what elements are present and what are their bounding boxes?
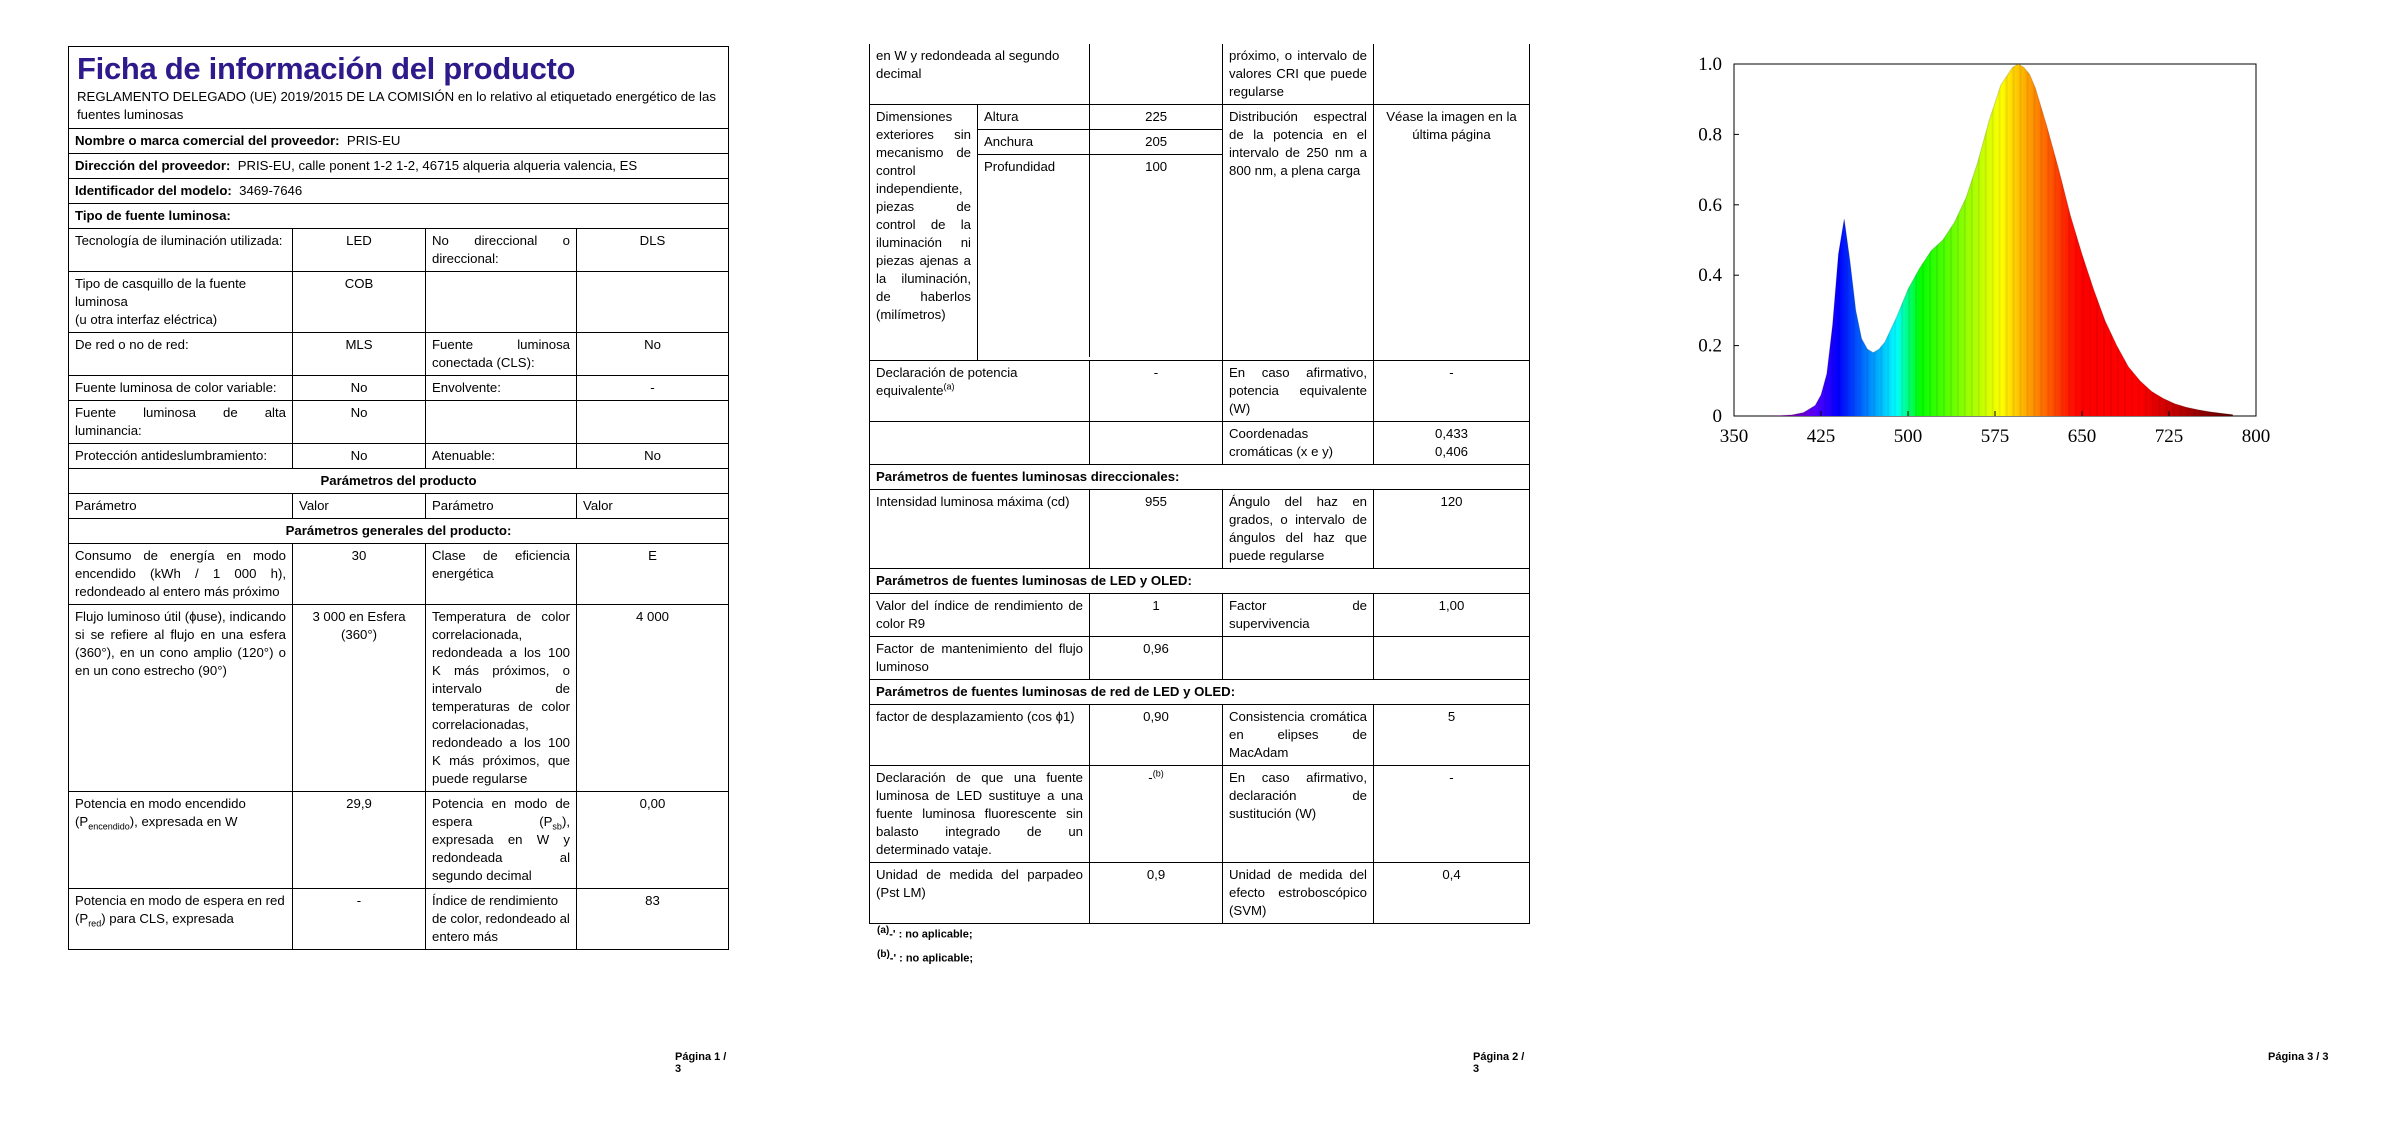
cap-type-sublabel: (u otra interfaz eléctrica) <box>75 312 218 327</box>
cap-type-label: Tipo de casquillo de la fuente luminosa <box>75 276 247 309</box>
page-title: Ficha de información del producto <box>77 51 576 86</box>
model-id-value: 3469-7646 <box>239 183 303 198</box>
supplier-name-label: Nombre o marca comercial del proveedor: <box>75 133 340 148</box>
value-cell: 4 000 <box>577 605 729 792</box>
value-cell <box>1090 422 1223 465</box>
value-cell: 0,9 <box>1090 863 1223 924</box>
value-cell: 5 <box>1374 705 1530 766</box>
param-cell: Intensidad luminosa máxima (cd) <box>870 490 1090 569</box>
param-cell: Consumo de energía en modo encendido (kWh / 1 000 h), redondeado al entero más próximo <box>69 544 293 605</box>
power-on-label-end: ), expresada en W <box>129 814 238 829</box>
value-cell <box>1090 766 1223 863</box>
value-cell: COB <box>293 272 426 333</box>
y-tick-label: 0.8 <box>1698 124 1722 146</box>
table-row <box>978 105 1222 130</box>
column-header: Parámetro <box>426 494 577 519</box>
x-tick-label: 425 <box>1806 426 1836 447</box>
dimensions-label: Dimensiones exteriores sin mecanismo de control independiente, piezas de control de la iluminación ni piezas ajenas a la iluminación, de haberlos (milímetros) <box>870 105 978 361</box>
network-standby-label-end: ) para CLS, expresada <box>101 911 234 926</box>
x-tick-label: 800 <box>2241 426 2271 447</box>
param-cell: Coordenadas cromáticas (x e y) <box>1223 422 1374 465</box>
x-tick-label: 575 <box>1980 426 2010 447</box>
value-cell: 0,96 <box>1090 637 1223 680</box>
x-tick-label: 350 <box>1719 426 1749 447</box>
x-tick-label: 725 <box>2154 426 2184 447</box>
supplier-address-label: Dirección del proveedor: <box>75 158 231 173</box>
param-cell: Consistencia cromática en elipses de MacAdam <box>1223 705 1374 766</box>
dimensions-cell <box>978 105 1223 361</box>
page-number: Página 1 / 3 <box>675 1051 727 1075</box>
page-number: Página 3 / 3 <box>2268 1051 2329 1063</box>
param-cell: Tecnología de iluminación utilizada: <box>69 229 293 272</box>
table-row <box>69 229 729 272</box>
page-number: Página 2 / 3 <box>1473 1051 1525 1075</box>
supplier-address-value: PRIS-EU, calle ponent 1-2 1-2, 46715 alqueria alqueria valencia, ES <box>237 158 638 173</box>
table-row <box>870 422 1530 465</box>
value-cell <box>577 401 729 444</box>
param-cell: Ángulo del haz en grados, o intervalo de ángulos del haz que puede regularse <box>1223 490 1374 569</box>
table-row <box>69 544 729 605</box>
y-tick-label: 1.0 <box>1698 54 1722 75</box>
y-tick-label: 0 <box>1712 406 1722 427</box>
network-standby-subscript: red <box>88 918 102 929</box>
param-cell: Protección antideslumbramiento: <box>69 444 293 469</box>
general-params-header: Parámetros generales del producto: <box>69 519 729 544</box>
table-row <box>870 766 1530 863</box>
regulation-text: REGLAMENTO DELEGADO (UE) 2019/2015 DE LA COMISIÓN en lo relativo al etiquetado energético de las fuentes luminosas <box>77 89 716 122</box>
replacement-value: - <box>1148 770 1153 785</box>
footnote-marker: (a) <box>877 925 890 936</box>
value-cell: 0,90 <box>1090 705 1223 766</box>
supplier-address-row <box>69 154 729 179</box>
value-cell: No <box>293 376 426 401</box>
supplier-name-row <box>69 129 729 154</box>
value-cell: No <box>577 444 729 469</box>
standby-label: Potencia en modo de espera (P <box>432 796 570 829</box>
table-row <box>870 105 1530 361</box>
param-cell: Fuente luminosa conectada (CLS): <box>426 333 577 376</box>
continued-cell: próximo, o intervalo de valores CRI que puede regularse <box>1223 44 1374 105</box>
param-cell: Temperatura de color correlacionada, redondeada a los 100 K más próximos, o intervalo de temperaturas de color correlacionadas, redondeado a los 100 K más próximos, que puede regularse <box>426 605 577 792</box>
value-cell: - <box>1090 361 1223 422</box>
power-on-label: Potencia en modo encendido (P <box>75 796 246 829</box>
table-row <box>870 361 1530 422</box>
value-cell <box>1374 422 1530 465</box>
table-row <box>978 130 1222 155</box>
spectrum-area <box>1680 40 2340 460</box>
continued-cell: en W y redondeada al segundo decimal <box>870 44 1090 105</box>
dimension-value: 100 <box>1090 155 1222 357</box>
dimension-value: 205 <box>1090 130 1222 155</box>
param-cell: Factor de supervivencia <box>1223 594 1374 637</box>
param-cell: Envolvente: <box>426 376 577 401</box>
dimension-value: 225 <box>1090 105 1222 130</box>
param-cell <box>426 792 577 889</box>
x-tick-label: 500 <box>1893 426 1923 447</box>
chroma-y: 0,406 <box>1434 444 1468 459</box>
footnote-b <box>877 945 973 969</box>
param-cell: En caso afirmativo, potencia equivalente (W) <box>1223 361 1374 422</box>
table-row <box>870 44 1530 105</box>
table-row <box>69 889 729 950</box>
directional-header: Parámetros de fuentes luminosas direccionales: <box>870 465 1530 490</box>
product-params-header: Parámetros del producto <box>69 469 729 494</box>
table-row <box>870 594 1530 637</box>
table-row <box>978 155 1222 357</box>
page-clip <box>68 1044 728 1123</box>
param-cell: En caso afirmativo, declaración de sustitución (W) <box>1223 766 1374 863</box>
standby-subscript: sb <box>552 821 562 832</box>
value-cell: No <box>293 444 426 469</box>
dimension-name: Profundidad <box>978 155 1090 357</box>
param-cell <box>426 272 577 333</box>
param-cell: Factor de mantenimiento del flujo luminoso <box>870 637 1090 680</box>
value-cell <box>1374 44 1530 105</box>
led-header: Parámetros de fuentes luminosas de LED y OLED: <box>870 569 1530 594</box>
value-cell: 29,9 <box>293 792 426 889</box>
value-cell: E <box>577 544 729 605</box>
value-cell: 0,4 <box>1374 863 1530 924</box>
param-cell: Clase de eficiencia energética <box>426 544 577 605</box>
value-cell: No <box>577 333 729 376</box>
param-cell: De red o no de red: <box>69 333 293 376</box>
mains-led-header: Parámetros de fuentes luminosas de red de LED y OLED: <box>870 680 1530 705</box>
table-row <box>69 272 729 333</box>
y-tick-label: 0.4 <box>1698 265 1722 287</box>
table-row <box>69 444 729 469</box>
value-cell: DLS <box>577 229 729 272</box>
footnote-marker: (b) <box>877 948 890 960</box>
table-row <box>69 401 729 444</box>
footnote-a <box>877 921 973 945</box>
footnote-marker: (a) <box>943 381 955 392</box>
column-header-row <box>69 494 729 519</box>
table-row <box>69 333 729 376</box>
param-cell: Fuente luminosa de color variable: <box>69 376 293 401</box>
footnote-marker: (b) <box>1152 768 1164 779</box>
param-cell: Unidad de medida del efecto estroboscópico (SVM) <box>1223 863 1374 924</box>
spectrum-area-group <box>1680 40 2340 460</box>
footnote-text: -' : no aplicable; <box>889 952 974 965</box>
param-cell: Valor del índice de rendimiento de color R9 <box>870 594 1090 637</box>
param-cell: Unidad de medida del parpadeo (Pst LM) <box>870 863 1090 924</box>
y-tick-label: 0.6 <box>1698 194 1722 216</box>
value-cell: 1 <box>1090 594 1223 637</box>
param-cell: Fuente luminosa de alta luminancia: <box>69 401 293 444</box>
dimension-name: Anchura <box>978 130 1090 155</box>
value-cell <box>1374 637 1530 680</box>
supplier-name-value: PRIS-EU <box>346 133 401 148</box>
value-cell: 1,00 <box>1374 594 1530 637</box>
param-cell: factor de desplazamiento (cos ɸ1) <box>870 705 1090 766</box>
page-3 <box>1660 0 2340 1123</box>
spectral-value: Véase la imagen en la última página <box>1374 105 1530 361</box>
x-tick-label: 650 <box>2067 426 2097 447</box>
title-cell <box>69 47 729 129</box>
param-cell: Índice de rendimiento de color, redondeado al entero más <box>426 889 577 950</box>
chroma-x: 0,433 <box>1434 426 1468 441</box>
table-row <box>69 605 729 792</box>
value-cell: No <box>293 401 426 444</box>
product-info-table-page-1 <box>68 46 729 950</box>
light-source-type-label: Tipo de fuente luminosa: <box>69 204 729 229</box>
param-cell <box>1223 637 1374 680</box>
dimensions-table <box>978 105 1222 357</box>
value-cell: - <box>293 889 426 950</box>
table-row <box>69 792 729 889</box>
value-cell: LED <box>293 229 426 272</box>
value-cell: 120 <box>1374 490 1530 569</box>
dimension-name: Altura <box>978 105 1090 130</box>
spectral-label: Distribución espectral de la potencia en el intervalo de 250 nm a 800 nm, a plena carga <box>1223 105 1374 361</box>
param-cell <box>426 401 577 444</box>
model-id-row <box>69 179 729 204</box>
standby-label-end: ), expresada en W y redondeada al segundo decimal <box>432 814 570 883</box>
table-row <box>870 637 1530 680</box>
page-1 <box>68 0 728 1123</box>
value-cell: - <box>1374 361 1530 422</box>
param-cell <box>870 422 1090 465</box>
value-cell: 3 000 en Esfera (360°) <box>293 605 426 792</box>
table-row <box>870 863 1530 924</box>
column-header: Parámetro <box>69 494 293 519</box>
param-cell: Flujo luminoso útil (ɸuse), indicando si se refiere al flujo en una esfera (360°), en un cono amplio (120°) o en un cono estrecho (90°) <box>69 605 293 792</box>
value-cell: - <box>577 376 729 401</box>
param-cell: Atenuable: <box>426 444 577 469</box>
table-row <box>69 376 729 401</box>
value-cell <box>1090 44 1223 105</box>
value-cell: 83 <box>577 889 729 950</box>
param-cell <box>69 272 293 333</box>
value-cell: 955 <box>1090 490 1223 569</box>
network-standby-label: Potencia en modo de espera en red (P <box>75 893 285 926</box>
page-2 <box>869 0 1529 1123</box>
value-cell: - <box>1374 766 1530 863</box>
param-cell <box>69 792 293 889</box>
param-cell: Declaración de que una fuente luminosa de LED sustituye a una fuente luminosa fluorescente sin balasto integrado de un determinado vataje. <box>870 766 1090 863</box>
value-cell <box>577 272 729 333</box>
param-cell <box>870 361 1090 422</box>
product-info-table-page-2 <box>869 44 1530 924</box>
param-cell: No direccional o direccional: <box>426 229 577 272</box>
column-header: Valor <box>577 494 729 519</box>
param-cell <box>69 889 293 950</box>
equiv-power-label: Declaración de potencia equivalente <box>876 365 1018 398</box>
table-row <box>870 705 1530 766</box>
power-on-subscript: encendido <box>88 821 130 832</box>
value-cell: MLS <box>293 333 426 376</box>
value-cell: 30 <box>293 544 426 605</box>
model-id-label: Identificador del modelo: <box>75 183 232 198</box>
footnotes <box>877 921 973 968</box>
footnote-text: -' : no aplicable; <box>889 928 973 941</box>
spectral-distribution-chart <box>1680 40 2340 460</box>
value-cell: 0,00 <box>577 792 729 889</box>
column-header: Valor <box>293 494 426 519</box>
table-row <box>870 490 1530 569</box>
y-tick-label: 0.2 <box>1698 335 1722 357</box>
